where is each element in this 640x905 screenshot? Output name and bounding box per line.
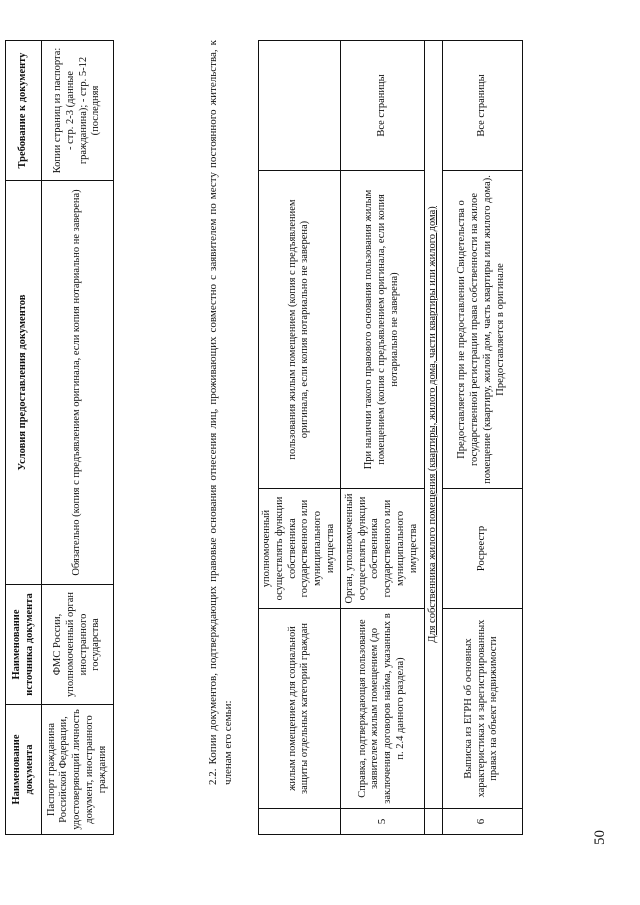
conditions-cell: При наличии такого правового основания пользования жилым помещением (копия с предъявлением оригинала, если копия нотариально не заверена) [340, 171, 424, 489]
family-documents-table [5, 40, 114, 835]
documents-table-continued [258, 40, 523, 835]
document-name-cell: Паспорт гражданина Российской Федерации, удостоверяющий личность документ, иностранного граждания [42, 705, 114, 835]
conditions-text: Предоставляется при не предоставлении Свидетельства о государственной регистрации права собственности на жилое помещение (квартиру, жилой дом, часть квартиры или жилого дома). [456, 175, 494, 484]
conditions-cell [442, 171, 522, 489]
issuer-cell: ФМС России, уполномоченный орган иностранного государства [42, 585, 114, 705]
table-row [259, 41, 341, 835]
conditions-cell: Обязательно (копия с предъявлением оригинала, если копия нотариально не заверена) [42, 181, 114, 585]
requirement-cell: Копии страниц из паспорта: - стр. 2-3 (данные гражданина); - стр. 5-12 (последняя [42, 41, 114, 181]
header-issuer: Наименование источника документа [6, 585, 42, 705]
document-name-cell: Выписка из ЕГРН об основных характеристиках и зарегистрированных правах на объект недвижимости [442, 609, 522, 809]
section-header-row [424, 41, 442, 835]
document-name-cell: Справка, подтверждающая пользование заявителем жилым помещением (до заключения договоров найма, указанных в п. 2.4 данного раздела) [340, 609, 424, 809]
requirement-cell: Все страницы [442, 41, 522, 171]
conditions-cell: пользования жилым помещением (копия с предъявлением оригинала, если копия нотариально не заверена) [259, 171, 341, 489]
row-number-cell [259, 809, 341, 835]
table-row [42, 41, 114, 835]
table-row [340, 41, 424, 835]
issuer-cell: уполномоченный осуществлять функции собственника государственного или муниципального имущества [259, 489, 341, 609]
requirement-cell: Все страницы [340, 41, 424, 171]
issuer-cell: Орган, уполномоченный осуществлять функции собственника государственного или муниципального имущества [340, 489, 424, 609]
section-paragraph: 2.2. Копии документов, подтверждающих правовые основания отнесения лиц, проживающих совместно с заявителем по месту постоянного жительства, к членам его семьи: [207, 40, 234, 785]
page-number: 50 [592, 830, 608, 845]
header-requirement: Требование к документу [6, 41, 42, 181]
row-number-cell: 5 [340, 809, 424, 835]
issuer-cell: Росреестр [442, 489, 522, 609]
header-document-name: Наименование документа [6, 705, 42, 835]
requirement-cell [259, 41, 341, 171]
section-header: Для собственника жилого помещения (квартиры, жилого дома, части квартиры или жилого дома) [424, 41, 442, 809]
conditions-text-original: Предоставляется в оригинале [494, 263, 506, 396]
header-conditions: Условия предоставления документов [6, 181, 42, 585]
section-spacer-cell [424, 809, 442, 835]
document-name-cell: жилым помещением для социальной защиты отдельных категорий граждан [259, 609, 341, 809]
row-number-cell: 6 [442, 809, 522, 835]
table-header-row [6, 41, 42, 835]
table-row [442, 41, 522, 835]
